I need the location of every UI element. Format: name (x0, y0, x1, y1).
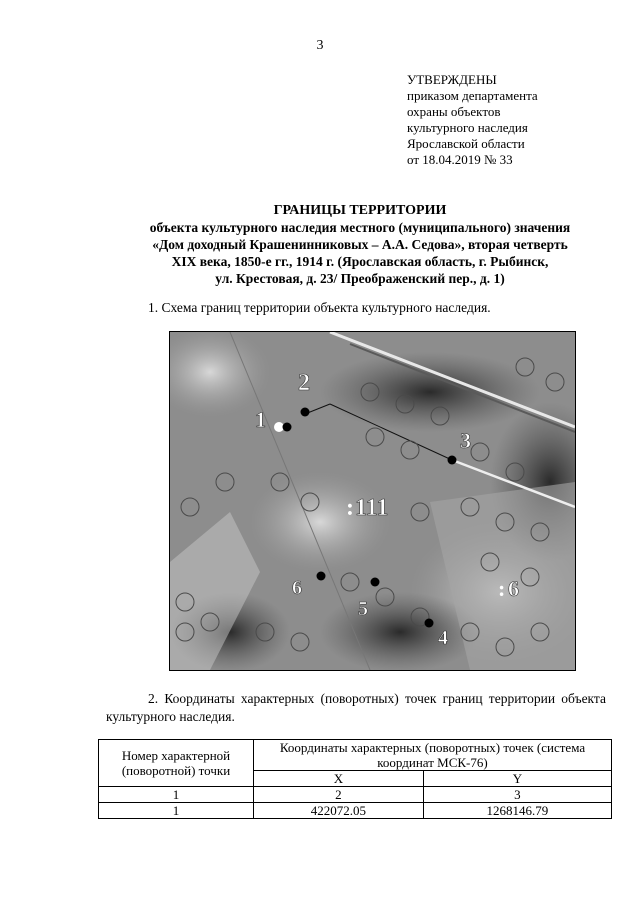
table-cell: 3 (423, 787, 611, 803)
point-label-2: 2 (298, 370, 310, 396)
boundary-point-5-marker (371, 578, 380, 587)
approval-line: Ярославской области (407, 136, 525, 151)
approval-line: культурного наследия (407, 120, 528, 135)
table-cell-x: 422072.05 (254, 803, 424, 819)
title-line: XIX века, 1850-е гг., 1914 г. (Ярославская область, г. Рыбинск, (171, 254, 549, 269)
title-line: ул. Крестовая, д. 23/ Преображенский пер., д. 1) (215, 271, 505, 286)
table-index-row (99, 787, 612, 803)
building-prefix-mark: : (346, 495, 354, 521)
neighbor-prefix-mark: : (498, 576, 506, 601)
header-coordinates: Координаты характерных (поворотных) точек (система координат МСК-76) (254, 740, 612, 771)
boundary-point-2-marker (301, 408, 310, 417)
boundary-point-4-marker (425, 619, 434, 628)
approval-stamp (407, 72, 607, 168)
neighbor-building-label: 6 (508, 576, 519, 601)
map-image (170, 332, 575, 670)
coordinates-table (98, 739, 612, 819)
table-cell: 1 (99, 787, 254, 803)
header-y: Y (423, 771, 611, 787)
boundary-map (169, 331, 576, 671)
approval-line: приказом департамента (407, 88, 538, 103)
point-label-5: 5 (358, 598, 368, 620)
document-title (80, 202, 640, 287)
table-cell-point: 1 (99, 803, 254, 819)
approval-line: от 18.04.2019 № 33 (407, 152, 513, 167)
header-point-number: Номер характерной (поворотной) точки (99, 740, 254, 787)
title-main: ГРАНИЦЫ ТЕРРИТОРИИ (273, 203, 447, 218)
section-1-heading: 1. Схема границ территории объекта культурного наследия. (148, 300, 491, 315)
page-number: 3 (316, 38, 324, 53)
point-label-1: 1 (255, 407, 266, 432)
approval-line: УТВЕРЖДЕНЫ (407, 72, 497, 87)
table-header-row (99, 740, 612, 771)
building-number-label: 111 (355, 495, 389, 521)
title-line: «Дом доходный Крашенинниковых – А.А. Седова», вторая четверть (152, 237, 568, 252)
table-cell: 2 (254, 787, 424, 803)
header-x: X (254, 771, 424, 787)
table-cell-y: 1268146.79 (423, 803, 611, 819)
title-line: объекта культурного наследия местного (муниципального) значения (149, 220, 571, 235)
boundary-point-6-marker (317, 572, 326, 581)
point-label-4: 4 (438, 627, 448, 649)
boundary-point-1-marker (283, 423, 292, 432)
approval-line: охраны объектов (407, 104, 501, 119)
table-row (99, 803, 612, 819)
section-2-heading: 2. Координаты характерных (поворотных) точек границ территории объекта культурного наследия. (106, 691, 606, 724)
point-label-3: 3 (460, 428, 471, 453)
point-label-6: 6 (292, 577, 302, 599)
boundary-point-3-marker (448, 456, 457, 465)
